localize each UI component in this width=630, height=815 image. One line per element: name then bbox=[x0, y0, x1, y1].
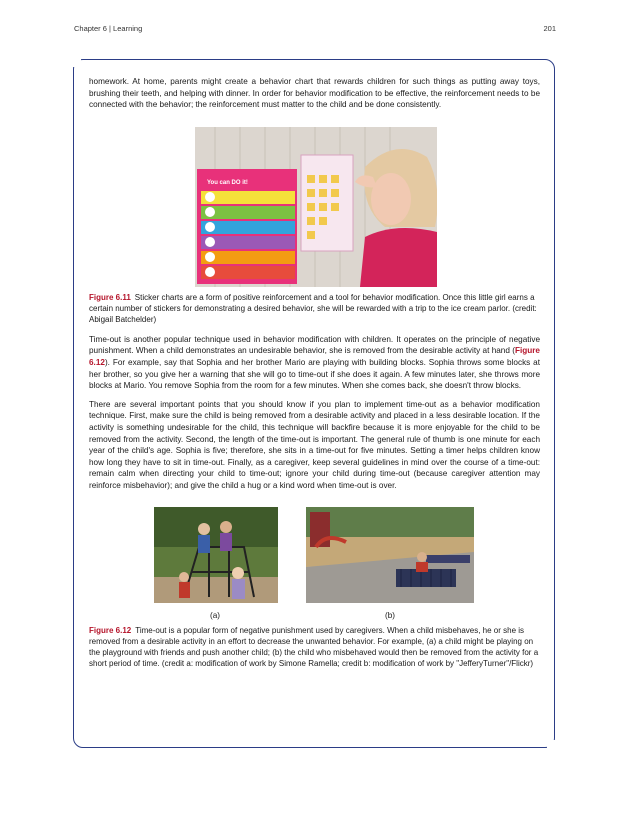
sticker-chart-illustration bbox=[195, 127, 437, 287]
figure-6-12b-photo bbox=[306, 507, 474, 603]
paragraph-time-out-start: Time-out is another popular technique used in behavior modification with children. It operates on the principle of negative punishment. When a child demonstrates an undesirable behavior, she is removed from the desirable activity at hand ( bbox=[89, 334, 540, 356]
paragraph-guidelines: There are several important points that you should know if you plan to implement time-out as a behavior modification technique. First, make sure the child is being removed from a desirable activity and placed in a less desirable location. If the activity is something undesirable for the child, this technique will backfire because it is more enjoyable for the child to be removed from the activity. Second, the length of the time-out is important. The general rule of thumb is one minute for each year of the child's age. Sophia is five; therefore, she sits in a time-out for five minutes. Setting a timer helps children know how long they have to sit in time-out. Finally, as a caregiver, keep several guidelines in mind over the course of a time-out: remain calm when directing your child to time-out; ignore your child during time-out (because caregiver attention may reinforce misbehavior); and give the child a hug or a kind word when time-out is over. bbox=[89, 399, 540, 490]
sublabel-a: (a) bbox=[210, 610, 221, 620]
figure-6-12-label: Figure 6.12 bbox=[89, 625, 132, 635]
running-header bbox=[74, 24, 556, 38]
paragraph-homework: homework. At home, parents might create a behavior chart that rewards children for such things as putting away toys, brushing their teeth, and helping with dinner. In order for behavior modification to be effective, the reinforcement needs to be connected with the behavior; the reinforcement must matter to the child and be done consistently. bbox=[89, 77, 540, 110]
figure-6-11-photo bbox=[195, 127, 437, 287]
figure-6-12-photos bbox=[89, 507, 540, 605]
playground-photo bbox=[154, 507, 278, 603]
page-content bbox=[89, 76, 540, 678]
paragraph-time-out bbox=[89, 334, 540, 392]
figure-6-12-caption bbox=[89, 625, 540, 669]
page-number: 201 bbox=[543, 24, 556, 33]
figure-6-11-label: Figure 6.11 bbox=[89, 292, 131, 302]
paragraph-time-out-end: ). For example, say that Sophia and her brother Mario are playing with building blocks. Sophia throws some blocks at her brother, so you give her a warning that she will go to time-out if she does it again. A few minutes later, she throws more blocks at Mario. You remove Sophia from the room for a few minutes. When she comes back, she doesn't throw blocks. bbox=[89, 357, 540, 391]
figure-6-12-sublabels bbox=[89, 611, 540, 623]
chart-lettering: You can DO it! bbox=[207, 179, 248, 186]
figure-6-12-link[interactable]: Figure 6.12 bbox=[89, 346, 540, 367]
figure-6-11-caption-text: Sticker charts are a form of positive reinforcement and a tool for behavior modification. Once this little girl earns a certain number of stickers for demonstrating a desired behavior, she will be rewarded with a trip to the ice cream parlor. (credit: Abigail Batchelder) bbox=[89, 292, 537, 324]
timeout-bench-photo bbox=[306, 507, 474, 603]
figure-6-12-caption-text: Time-out is a popular form of negative punishment used by caregivers. When a child misbehaves, he or she is removed from a desirable activity in an effort to decrease the unwanted behavior. For example, (a) a child might be playing on the playground with friends and push another child; (b) the child who misbehaved would then be removed from the activity for a short period of time. (credit a: modification of work by Simone Ramella; credit b: modification of work by "JefferyTurner"/Flickr) bbox=[89, 625, 539, 668]
figure-6-12a-photo bbox=[154, 507, 278, 603]
figure-6-11-caption bbox=[89, 292, 540, 325]
chapter-title: Chapter 6 | Learning bbox=[74, 24, 143, 33]
sublabel-b: (b) bbox=[385, 610, 396, 620]
